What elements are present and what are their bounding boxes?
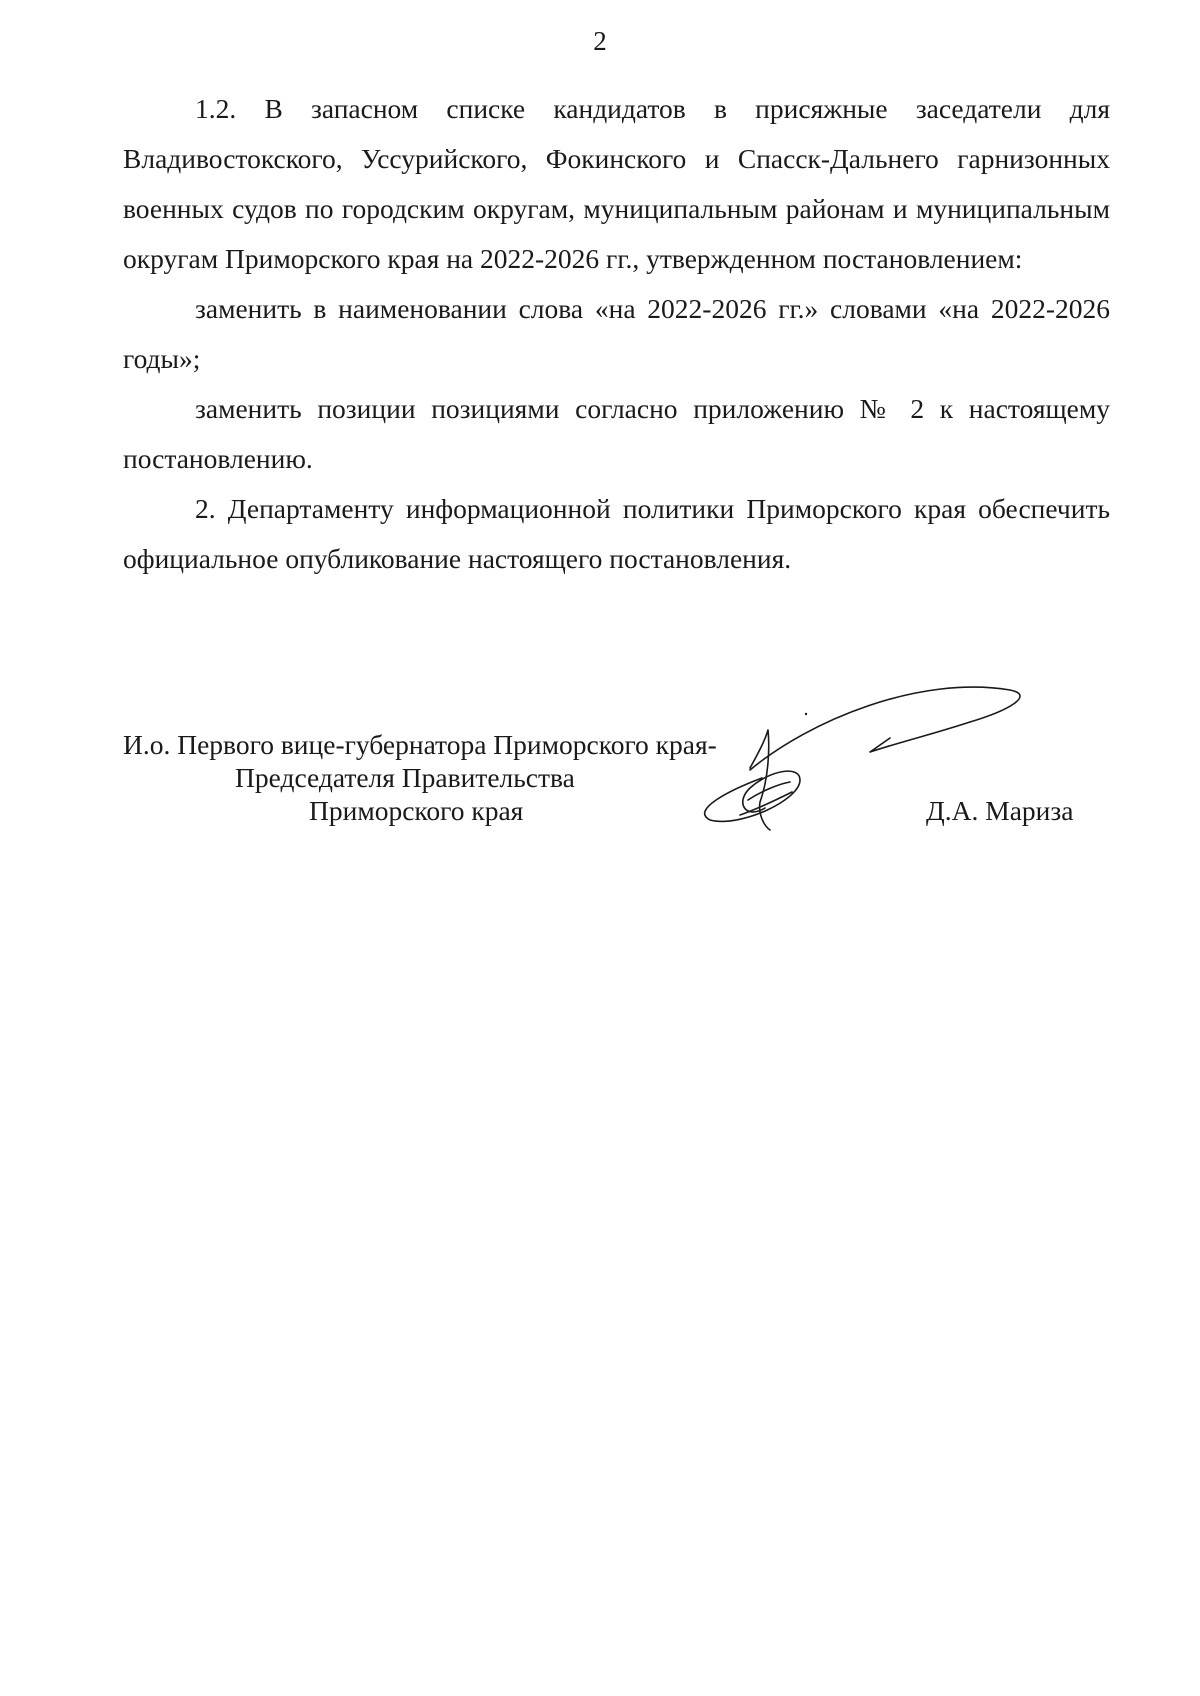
paragraph-replace-positions: заменить позиции позициями согласно приложению № 2 к настоящему постановлению.: [123, 393, 1110, 474]
page-number: 2: [593, 26, 607, 56]
handwritten-signature: [690, 680, 1050, 860]
signatory-title-line-2: Председателя Правительства: [235, 762, 575, 793]
signatory-title-line-3: Приморского края: [309, 795, 524, 826]
paragraph-replace-title: заменить в наименовании слова «на 2022-2026 гг.» словами «на 2022-2026 годы»;: [123, 293, 1110, 374]
signatory-title: [123, 728, 763, 827]
paragraph-1-2: 1.2. В запасном списке кандидатов в присяжные заседатели для Владивостокского, Уссурийского, Фокинского и Спасск-Дальнего гарнизонных военных судов по городским округам, муниципальным районам и муниципальным округам Приморского края на 2022-2026 гг., утвержденном постановлением:: [123, 93, 1110, 274]
paragraph-2: 2. Департаменту информационной политики Приморского края обеспечить официальное опубликование настоящего постановления.: [123, 493, 1110, 574]
signatory-title-line-1: И.о. Первого вице-губернатора Приморского края-: [123, 729, 717, 760]
signatory-name: Д.А. Мариза: [926, 795, 1074, 826]
document-body: [123, 84, 1110, 584]
